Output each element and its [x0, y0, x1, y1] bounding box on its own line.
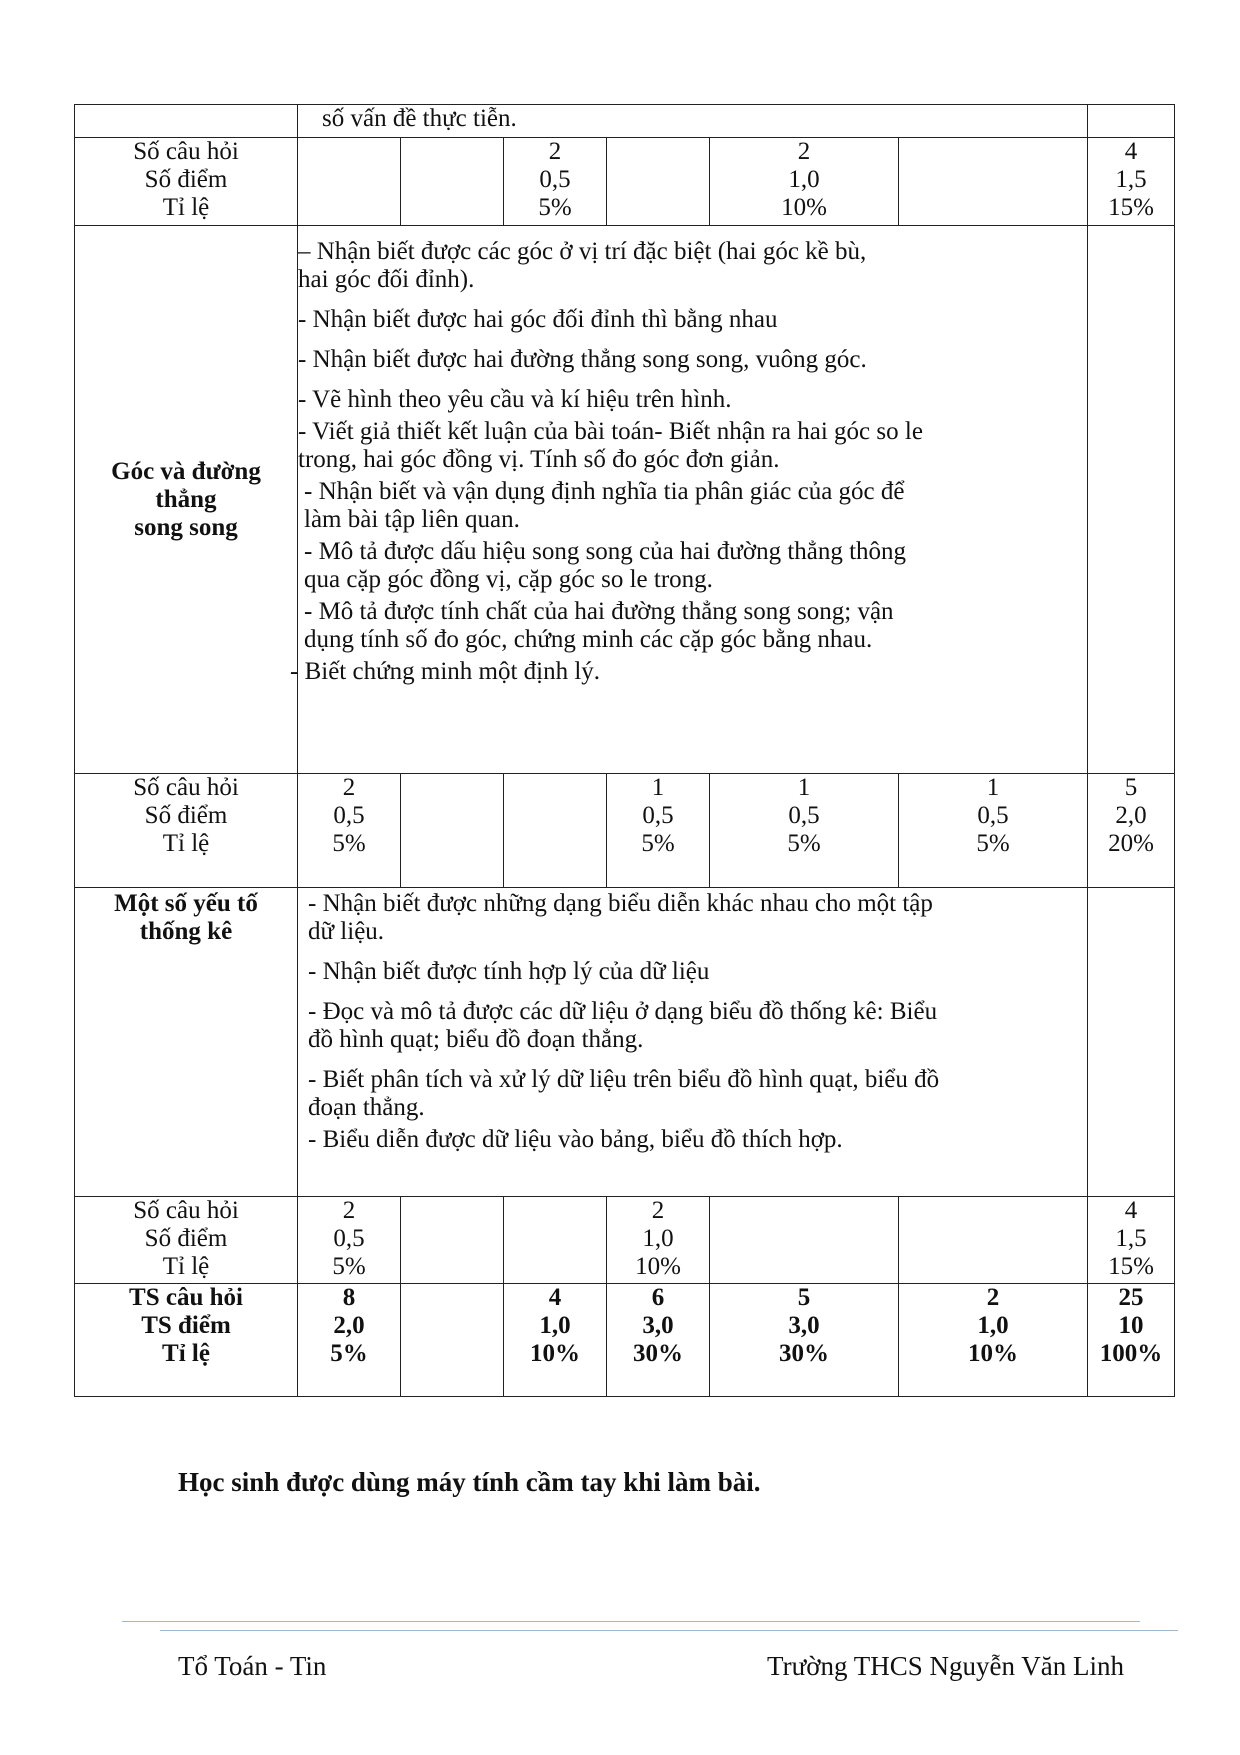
description-line: - Vẽ hình theo yêu cầu và kí hiệu trên hình. [298, 386, 732, 413]
label-points: Số điểm [144, 166, 228, 193]
description-line: - Mô tả được dấu hiệu song song của hai đường thẳng thông [304, 538, 907, 565]
description-line: - Nhận biết được hai đường thẳng song song, vuông góc. [298, 346, 867, 373]
footer-school: Trường THCS Nguyễn Văn Linh [767, 1651, 1124, 1681]
count-value: 2 [342, 774, 356, 801]
stats-cell [1088, 1197, 1175, 1284]
count-value: 1 [797, 774, 811, 801]
description-line: - Viết giả thiết kết luận của bài toán- Biết nhận ra hai góc so le [298, 418, 923, 445]
stats-cell [710, 774, 899, 888]
total-cell [1088, 226, 1175, 774]
label-ratio: Tỉ lệ [162, 1253, 210, 1280]
points-value: 1,5 [1115, 1225, 1147, 1252]
ratio-value: 100% [1099, 1340, 1163, 1367]
stats-cell [504, 774, 607, 888]
stats-cell [710, 138, 899, 226]
label-ratio: Tỉ lệ [162, 830, 210, 857]
count-value: 2 [797, 138, 811, 165]
description-line: - Nhận biết được tính hợp lý của dữ liệu [308, 958, 710, 985]
topic-cell [75, 226, 298, 774]
stats-cell [504, 1197, 607, 1284]
description-cell [298, 105, 1088, 138]
ratio-value: 10% [530, 1340, 580, 1367]
label-count: Số câu hỏi [133, 138, 239, 165]
points-value: 10 [1118, 1312, 1144, 1339]
stats-cell [298, 774, 401, 888]
footer-department: Tổ Toán - Tin [178, 1651, 327, 1681]
label-total-count: TS câu hỏi [129, 1284, 243, 1311]
count-value: 2 [548, 138, 562, 165]
ratio-value: 30% [779, 1340, 829, 1367]
description-text: số vấn đề thực tiễn. [322, 105, 517, 132]
footer-divider [160, 1630, 1178, 1631]
totals-cell [710, 1284, 899, 1397]
ratio-value: 15% [1108, 194, 1154, 221]
count-value: 2 [651, 1197, 665, 1224]
description-line: - Nhận biết được hai góc đối đỉnh thì bằng nhau [298, 306, 778, 333]
points-value: 1,0 [642, 1225, 674, 1252]
stats-cell [298, 138, 401, 226]
stats-cell [401, 1197, 504, 1284]
ratio-value: 5% [976, 830, 1010, 857]
topic-title-line: thẳng [155, 485, 217, 513]
description-line: đồ hình quạt; biểu đồ đoạn thẳng. [308, 1026, 644, 1053]
label-count: Số câu hỏi [133, 774, 239, 801]
ratio-value: 15% [1108, 1253, 1154, 1280]
document-page [74, 104, 1174, 1397]
count-value: 4 [548, 1284, 562, 1311]
stats-cell [899, 138, 1088, 226]
total-cell [1088, 888, 1175, 1197]
description-line: - Biết phân tích và xử lý dữ liệu trên biểu đồ hình quạt, biểu đồ [308, 1066, 940, 1093]
assessment-matrix-table [74, 104, 1175, 1397]
totals-label-cell [75, 1284, 298, 1397]
ratio-value: 5% [332, 830, 366, 857]
description-line: – Nhận biết được các góc ở vị trí đặc biệt (hai góc kề bù, [298, 238, 867, 265]
points-value: 0,5 [539, 166, 571, 193]
table-row [75, 1197, 1175, 1284]
topic-title-line: Góc và đường [111, 457, 261, 485]
ratio-value: 5% [641, 830, 675, 857]
points-value: 2,0 [333, 1312, 365, 1339]
ratio-value: 5% [538, 194, 572, 221]
description-line: làm bài tập liên quan. [304, 506, 520, 533]
stats-cell [607, 1197, 710, 1284]
table-row [75, 888, 1175, 1197]
label-total-ratio: Tỉ lệ [162, 1340, 210, 1367]
calculator-note: Học sinh được dùng máy tính cầm tay khi làm bài. [178, 1467, 761, 1497]
points-value: 0,5 [977, 802, 1009, 829]
footer-divider [122, 1621, 1140, 1622]
points-value: 1,5 [1115, 166, 1147, 193]
totals-cell [401, 1284, 504, 1397]
label-count: Số câu hỏi [133, 1197, 239, 1224]
stats-cell [607, 138, 710, 226]
label-points: Số điểm [144, 802, 228, 829]
count-value: 5 [797, 1284, 811, 1311]
label-total-points: TS điểm [141, 1312, 231, 1339]
description-line: - Biểu diễn được dữ liệu vào bảng, biểu đồ thích hợp. [308, 1126, 843, 1153]
stats-cell [899, 1197, 1088, 1284]
points-value: 1,0 [977, 1312, 1009, 1339]
stats-cell [607, 774, 710, 888]
topic-title-line: song song [134, 513, 238, 541]
count-value: 6 [651, 1284, 665, 1311]
description-line: - Nhận biết được những dạng biểu diễn khác nhau cho một tập [308, 890, 933, 917]
stats-cell [1088, 774, 1175, 888]
description-line: - Biết chứng minh một định lý. [290, 658, 601, 685]
table-row [75, 1284, 1175, 1397]
table-row [75, 774, 1175, 888]
description-cell [298, 888, 1088, 1197]
description-cell [290, 226, 1088, 774]
description-line: - Đọc và mô tả được các dữ liệu ở dạng biểu đồ thống kê: Biểu [308, 998, 938, 1025]
points-value: 0,5 [642, 802, 674, 829]
points-value: 1,0 [788, 166, 820, 193]
points-value: 2,0 [1115, 802, 1147, 829]
count-value: 8 [342, 1284, 356, 1311]
totals-cell [504, 1284, 607, 1397]
points-value: 1,0 [539, 1312, 571, 1339]
count-value: 4 [1124, 138, 1138, 165]
stats-label-cell [75, 138, 298, 226]
ratio-value: 5% [330, 1340, 368, 1367]
table-row [75, 226, 1175, 774]
count-value: 1 [651, 774, 665, 801]
points-value: 0,5 [333, 1225, 365, 1252]
points-value: 3,0 [788, 1312, 820, 1339]
table-row [75, 138, 1175, 226]
ratio-value: 10% [635, 1253, 681, 1280]
description-line: qua cặp góc đồng vị, cặp góc so le trong. [304, 566, 713, 593]
points-value: 0,5 [333, 802, 365, 829]
stats-cell [504, 138, 607, 226]
ratio-value: 5% [332, 1253, 366, 1280]
label-points: Số điểm [144, 1225, 228, 1252]
description-line: đoạn thẳng. [308, 1094, 425, 1121]
stats-cell [401, 138, 504, 226]
table-row [75, 105, 1175, 138]
description-line: - Nhận biết và vận dụng định nghĩa tia phân giác của góc để [304, 478, 905, 505]
count-value: 25 [1118, 1284, 1144, 1311]
stats-cell [401, 774, 504, 888]
ratio-value: 5% [787, 830, 821, 857]
ratio-value: 10% [781, 194, 827, 221]
description-line: - Mô tả được tính chất của hai đường thẳng song song; vận [304, 598, 894, 625]
topic-title-line: thống kê [139, 918, 233, 945]
count-value: 4 [1124, 1197, 1138, 1224]
label-ratio: Tỉ lệ [162, 194, 210, 221]
count-value: 1 [986, 774, 1000, 801]
topic-title-line: Một số yếu tố [114, 890, 258, 917]
ratio-value: 30% [633, 1340, 683, 1367]
count-value: 2 [342, 1197, 356, 1224]
count-value: 2 [986, 1284, 1000, 1311]
totals-cell [607, 1284, 710, 1397]
totals-cell [1088, 1284, 1175, 1397]
totals-cell [899, 1284, 1088, 1397]
description-line: trong, hai góc đồng vị. Tính số đo góc đơn giản. [298, 446, 780, 473]
stats-cell [1088, 138, 1175, 226]
stats-cell [298, 1197, 401, 1284]
stats-label-cell [75, 774, 298, 888]
stats-label-cell [75, 1197, 298, 1284]
points-value: 0,5 [788, 802, 820, 829]
totals-cell [298, 1284, 401, 1397]
stats-cell [710, 1197, 899, 1284]
description-line: hai góc đối đỉnh). [298, 266, 475, 293]
topic-cell [75, 888, 298, 1197]
stats-cell [899, 774, 1088, 888]
topic-cell [75, 105, 298, 138]
description-line: dữ liệu. [308, 918, 385, 945]
points-value: 3,0 [642, 1312, 674, 1339]
description-line: dụng tính số đo góc, chứng minh các cặp góc bằng nhau. [304, 626, 873, 653]
ratio-value: 20% [1108, 830, 1154, 857]
total-cell [1088, 105, 1175, 138]
ratio-value: 10% [968, 1340, 1018, 1367]
count-value: 5 [1124, 774, 1138, 801]
